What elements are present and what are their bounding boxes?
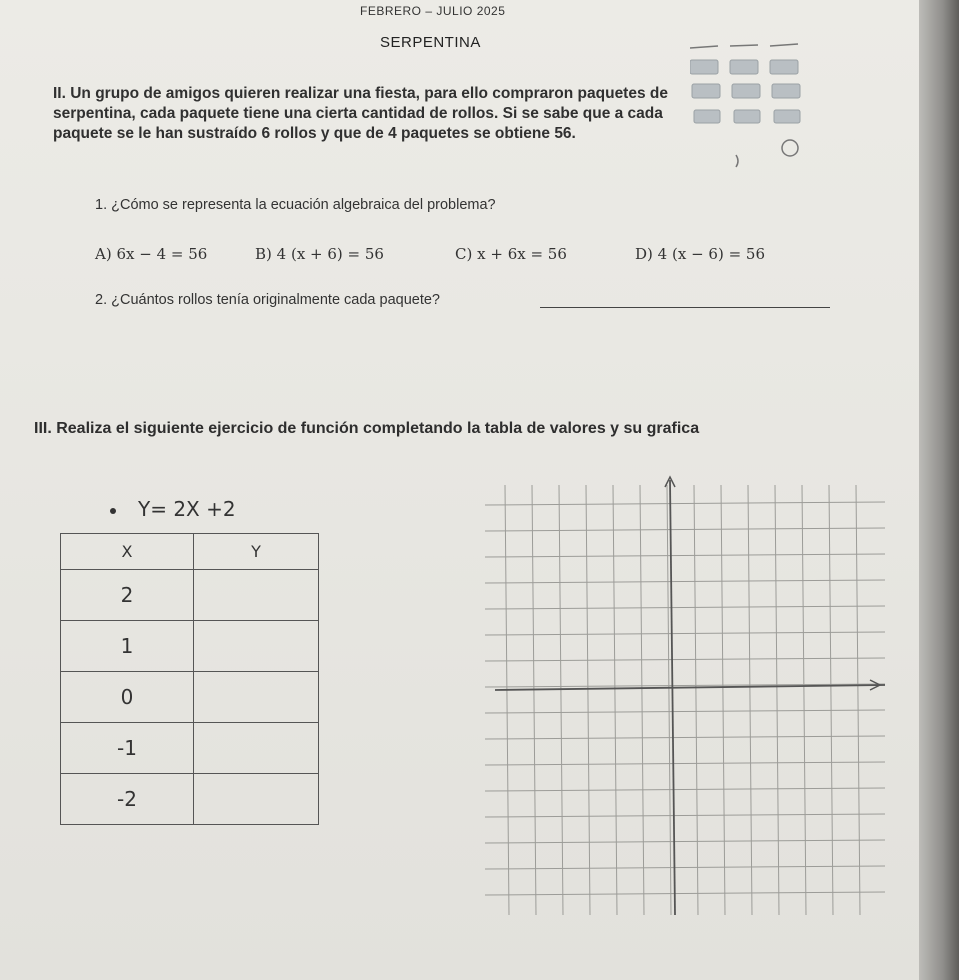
cell-x: 2	[61, 570, 194, 621]
values-table	[60, 533, 319, 825]
cell-y[interactable]	[194, 570, 319, 621]
cell-y[interactable]	[194, 621, 319, 672]
cell-x: -1	[61, 723, 194, 774]
answer-line[interactable]	[540, 307, 830, 308]
cell-y[interactable]	[194, 774, 319, 825]
function-label	[110, 497, 236, 521]
worksheet-title: SERPENTINA	[380, 34, 481, 51]
table-header-row	[61, 534, 319, 570]
option-b-letter: B)	[255, 245, 272, 263]
table-row	[61, 774, 319, 825]
header-x: X	[61, 534, 194, 570]
header-date: FEBRERO – JULIO 2025	[360, 4, 506, 18]
cell-x: -2	[61, 774, 194, 825]
option-a[interactable]	[95, 245, 207, 263]
page-shadow	[919, 0, 959, 980]
cell-x: 0	[61, 672, 194, 723]
cell-y[interactable]	[194, 672, 319, 723]
table-row	[61, 672, 319, 723]
option-d-letter: D)	[635, 245, 653, 263]
option-b-expr: 4 (x + 6) = 56	[276, 245, 384, 263]
bullet-icon	[110, 508, 116, 514]
option-b[interactable]	[255, 245, 384, 263]
option-a-letter: A)	[95, 245, 112, 263]
option-d[interactable]	[635, 245, 765, 263]
option-c[interactable]	[455, 245, 567, 263]
cell-x: 1	[61, 621, 194, 672]
serpentine-packages-illustration	[690, 40, 810, 170]
option-c-letter: C)	[455, 245, 473, 263]
option-a-expr: 6x − 4 = 56	[116, 245, 208, 263]
table-row	[61, 570, 319, 621]
cell-y[interactable]	[194, 723, 319, 774]
section-3-instructions: III. Realiza el siguiente ejercicio de función completando la tabla de valores y su grafica	[34, 420, 700, 437]
option-d-expr: 4 (x − 6) = 56	[657, 245, 765, 263]
graph-grid[interactable]	[485, 475, 895, 925]
table-row	[61, 723, 319, 774]
option-c-expr: x + 6x = 56	[477, 245, 567, 263]
question-2: 2. ¿Cuántos rollos tenía originalmente cada paquete?	[95, 292, 440, 308]
header-y: Y	[194, 534, 319, 570]
function-expression: Y= 2X +2	[138, 497, 236, 521]
table-row	[61, 621, 319, 672]
problem-statement: II. Un grupo de amigos quieren realizar una fiesta, para ello compraron paquetes de serpentina, cada paquete tiene una cierta cantidad de rollos. Si se sabe que a cada paquete se le han sustraído 6 rollos y que de 4 paquetes se obtiene 56.	[53, 85, 668, 142]
question-1: 1. ¿Cómo se representa la ecuación algebraica del problema?	[95, 197, 496, 213]
